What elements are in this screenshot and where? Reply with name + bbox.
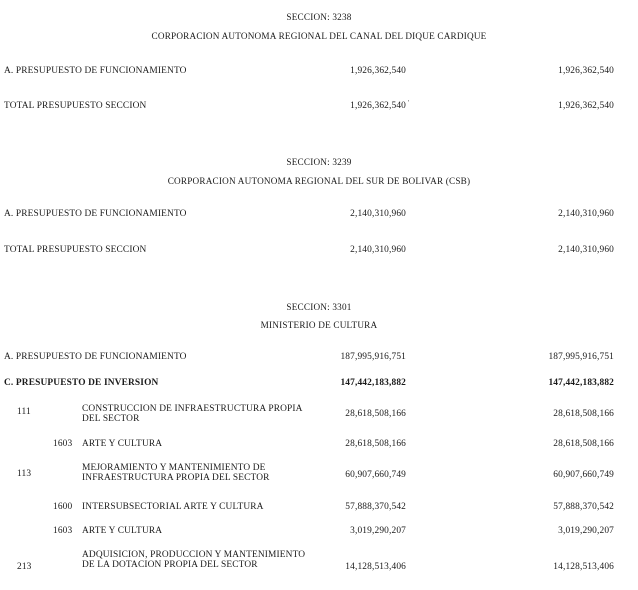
scan-speck: ' bbox=[408, 99, 410, 107]
section-3301-funcionamiento-value-1: 187,995,916,751 bbox=[340, 352, 406, 362]
section-3238-number: SECCION: 3238 bbox=[286, 12, 352, 22]
section-3239-entity: CORPORACION AUTONOMA REGIONAL DEL SUR DE BOLIVAR (CSB) bbox=[167, 176, 471, 186]
section-3238-funcionamiento-label: A. PRESUPUESTO DE FUNCIONAMIENTO bbox=[4, 66, 187, 76]
section-3239-funcionamiento-value-2: 2,140,310,960 bbox=[558, 209, 614, 219]
subprogram-1603-b-value-2: 3,019,290,207 bbox=[558, 526, 614, 536]
subprogram-description-1603-a: ARTE Y CULTURA bbox=[82, 439, 163, 449]
section-3238-total-value-2: 1,926,362,540 bbox=[558, 101, 614, 111]
program-description-111: CONSTRUCCION DE INFRAESTRUCTURA PROPIA DEL SECTOR bbox=[82, 404, 303, 424]
section-3238-funcionamiento-value-2: 1,926,362,540 bbox=[558, 66, 614, 76]
section-3239-number: SECCION: 3239 bbox=[286, 157, 352, 167]
subprogram-code-1603-a: 1603 bbox=[53, 439, 73, 449]
section-3301-inversion-value-1: 147,442,183,882 bbox=[340, 378, 406, 388]
program-213-value-1: 14,128,513,406 bbox=[345, 562, 406, 572]
section-3239-total-value-1: 2,140,310,960 bbox=[350, 245, 406, 255]
program-111-value-2: 28,618,508,166 bbox=[553, 409, 614, 419]
section-3238-total-label: TOTAL PRESUPUESTO SECCION bbox=[4, 101, 147, 111]
section-3239-funcionamiento-value-1: 2,140,310,960 bbox=[350, 209, 406, 219]
program-description-113: MEJORAMIENTO Y MANTENIMIENTO DE INFRAESTRUCTURA PROPIA DEL SECTOR bbox=[82, 463, 270, 483]
program-code-113: 113 bbox=[17, 469, 32, 479]
subprogram-description-1600: INTERSUBSECTORIAL ARTE Y CULTURA bbox=[82, 502, 264, 512]
program-213-value-2: 14,128,513,406 bbox=[553, 562, 614, 572]
section-3239-total-value-2: 2,140,310,960 bbox=[558, 245, 614, 255]
program-code-111: 111 bbox=[17, 407, 31, 417]
program-111-value-1: 28,618,508,166 bbox=[345, 409, 406, 419]
program-code-213: 213 bbox=[17, 562, 32, 572]
subprogram-code-1603-b: 1603 bbox=[53, 526, 73, 536]
section-3301-number: SECCION: 3301 bbox=[286, 302, 352, 312]
section-3238-entity: CORPORACION AUTONOMA REGIONAL DEL CANAL DEL DIQUE CARDIQUE bbox=[151, 31, 487, 41]
subprogram-1603-a-value-2: 28,618,508,166 bbox=[553, 439, 614, 449]
subprogram-1600-value-2: 57,888,370,542 bbox=[553, 502, 614, 512]
subprogram-1600-value-1: 57,888,370,542 bbox=[345, 502, 406, 512]
program-113-value-2: 60,907,660,749 bbox=[553, 470, 614, 480]
program-description-213: ADQUISICION, PRODUCCION Y MANTENIMIENTO DE LA DOTACION PROPIA DEL SECTOR bbox=[82, 550, 306, 570]
section-3301-funcionamiento-value-2: 187,995,916,751 bbox=[548, 352, 614, 362]
section-3301-inversion-label: C. PRESUPUESTO DE INVERSION bbox=[4, 378, 159, 388]
section-3301-inversion-value-2: 147,442,183,882 bbox=[548, 378, 614, 388]
section-3238-total-value-1: 1,926,362,540 bbox=[350, 101, 406, 111]
subprogram-description-1603-b: ARTE Y CULTURA bbox=[82, 526, 163, 536]
section-3239-funcionamiento-label: A. PRESUPUESTO DE FUNCIONAMIENTO bbox=[4, 209, 187, 219]
subprogram-1603-a-value-1: 28,618,508,166 bbox=[345, 439, 406, 449]
subprogram-code-1600: 1600 bbox=[53, 502, 73, 512]
section-3301-entity: MINISTERIO DE CULTURA bbox=[260, 320, 378, 330]
subprogram-1603-b-value-1: 3,019,290,207 bbox=[350, 526, 406, 536]
section-3238-funcionamiento-value-1: 1,926,362,540 bbox=[350, 66, 406, 76]
section-3239-total-label: TOTAL PRESUPUESTO SECCION bbox=[4, 245, 147, 255]
program-113-value-1: 60,907,660,749 bbox=[345, 470, 406, 480]
section-3301-funcionamiento-label: A. PRESUPUESTO DE FUNCIONAMIENTO bbox=[4, 352, 187, 362]
